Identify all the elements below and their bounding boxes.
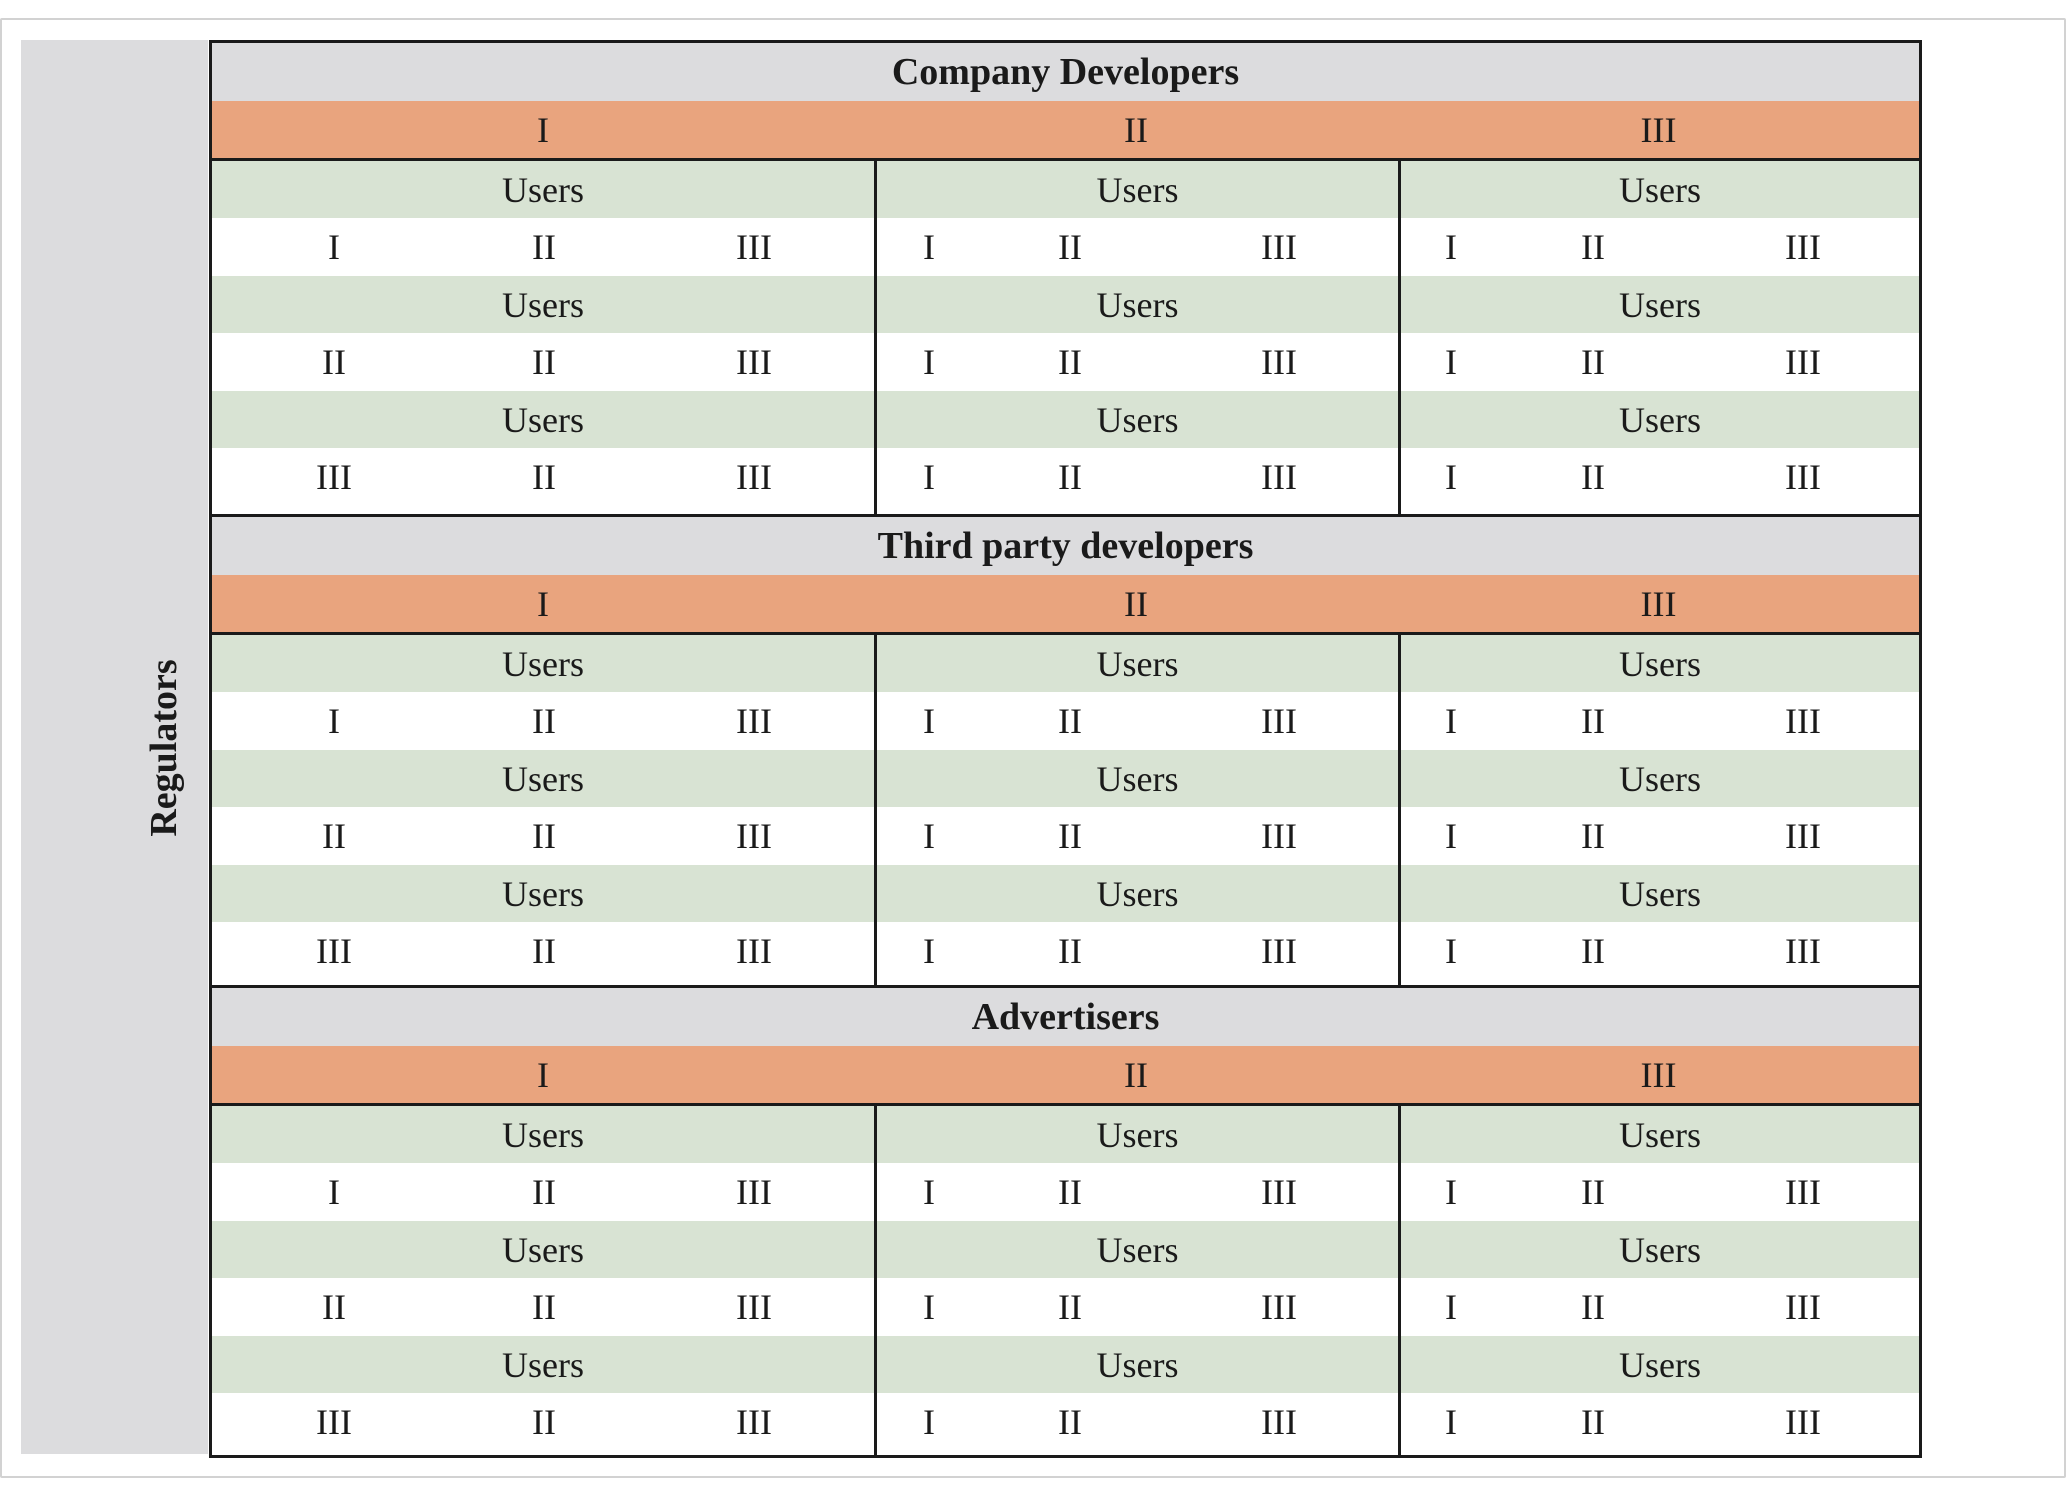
user-value: I	[1445, 931, 1457, 971]
users-values-row	[212, 1163, 874, 1221]
users-label-row: Users	[212, 161, 874, 218]
user-value: III	[1261, 1402, 1297, 1442]
user-value: III	[1785, 227, 1821, 267]
users-column	[874, 635, 1398, 985]
user-value: III	[736, 1172, 772, 1212]
users-label-row: Users	[877, 1221, 1398, 1278]
users-values-row	[212, 1278, 874, 1336]
users-values-row	[1401, 1163, 1919, 1221]
user-value: III	[316, 1402, 352, 1442]
section-title: Company Developers	[212, 43, 1919, 101]
users-column	[212, 1106, 874, 1456]
section-column-header: I	[537, 583, 549, 624]
users-label-row: Users	[212, 635, 874, 692]
user-value: II	[1058, 457, 1082, 497]
users-label-row: Users	[877, 865, 1398, 922]
users-values-row	[1401, 1278, 1919, 1336]
user-value: II	[1058, 1172, 1082, 1212]
user-value: I	[923, 1287, 935, 1327]
user-value: II	[1581, 1402, 1605, 1442]
section-column-header: II	[1124, 109, 1148, 150]
user-value: II	[1058, 342, 1082, 382]
users-column	[1398, 1106, 1919, 1456]
user-value: III	[1261, 816, 1297, 856]
user-value: I	[923, 816, 935, 856]
user-value: III	[1785, 816, 1821, 856]
user-value: II	[1058, 1402, 1082, 1442]
users-values-row	[1401, 218, 1919, 276]
users-values-row	[212, 218, 874, 276]
user-value: II	[1058, 816, 1082, 856]
user-value: II	[532, 342, 556, 382]
user-value: I	[1445, 1402, 1457, 1442]
users-values-row	[212, 807, 874, 865]
users-label-row: Users	[877, 161, 1398, 218]
users-values-row	[1401, 1393, 1919, 1451]
users-label-row: Users	[877, 276, 1398, 333]
user-value: II	[532, 457, 556, 497]
users-values-row	[877, 448, 1398, 506]
user-value: I	[1445, 1172, 1457, 1212]
user-value: II	[1581, 931, 1605, 971]
users-label-row: Users	[212, 1106, 874, 1163]
user-value: III	[736, 816, 772, 856]
user-value: I	[923, 227, 935, 267]
user-value: I	[923, 701, 935, 741]
user-value: III	[316, 457, 352, 497]
users-label-row: Users	[212, 276, 874, 333]
user-value: II	[1058, 227, 1082, 267]
section-header-row	[212, 101, 1919, 161]
user-value: III	[1785, 342, 1821, 382]
user-value: II	[1581, 1172, 1605, 1212]
user-value: II	[532, 227, 556, 267]
users-label-row: Users	[1401, 865, 1919, 922]
users-label-row: Users	[877, 635, 1398, 692]
regulators-label: Regulators	[143, 659, 185, 837]
user-value: III	[736, 1287, 772, 1327]
user-value: III	[736, 342, 772, 382]
user-value: II	[1058, 931, 1082, 971]
users-label-row: Users	[1401, 1221, 1919, 1278]
user-value: II	[1581, 1287, 1605, 1327]
user-value: II	[322, 816, 346, 856]
user-value: III	[736, 1402, 772, 1442]
users-column	[1398, 161, 1919, 514]
stakeholder-grid	[209, 40, 1922, 1458]
user-value: I	[1445, 342, 1457, 382]
user-value: III	[736, 227, 772, 267]
user-value: I	[328, 227, 340, 267]
section-2	[212, 985, 1919, 1456]
users-values-row	[877, 333, 1398, 391]
user-value: II	[322, 1287, 346, 1327]
user-value: III	[1785, 1402, 1821, 1442]
users-values-row	[1401, 448, 1919, 506]
user-value: III	[1785, 1172, 1821, 1212]
users-label-row: Users	[1401, 1336, 1919, 1393]
users-column	[874, 1106, 1398, 1456]
user-value: II	[1581, 816, 1605, 856]
section-header-row	[212, 1046, 1919, 1106]
users-values-row	[212, 922, 874, 980]
section-title: Advertisers	[212, 988, 1919, 1046]
users-label-row: Users	[877, 750, 1398, 807]
section-0	[212, 43, 1919, 514]
user-value: III	[316, 931, 352, 971]
section-column-header: III	[1640, 583, 1677, 624]
section-column-header: I	[537, 109, 549, 150]
users-values-row	[877, 1393, 1398, 1451]
users-values-row	[877, 922, 1398, 980]
user-value: I	[1445, 457, 1457, 497]
section-column-header: II	[1124, 583, 1148, 624]
section-column-header: I	[537, 1054, 549, 1095]
users-values-row	[1401, 922, 1919, 980]
users-label-row: Users	[877, 1336, 1398, 1393]
users-label-row: Users	[1401, 161, 1919, 218]
user-value: III	[736, 931, 772, 971]
user-value: III	[1261, 1172, 1297, 1212]
user-value: III	[1261, 342, 1297, 382]
user-value: I	[1445, 227, 1457, 267]
users-values-row	[877, 692, 1398, 750]
user-value: II	[1581, 701, 1605, 741]
user-value: I	[923, 342, 935, 382]
users-values-row	[212, 333, 874, 391]
user-value: III	[1261, 701, 1297, 741]
users-values-row	[877, 807, 1398, 865]
users-label-row: Users	[212, 391, 874, 448]
users-values-row	[877, 1278, 1398, 1336]
user-value: III	[1261, 227, 1297, 267]
users-values-row	[212, 692, 874, 750]
user-value: III	[1261, 457, 1297, 497]
user-value: III	[736, 457, 772, 497]
section-column-header: III	[1640, 1054, 1677, 1095]
section-title: Third party developers	[212, 517, 1919, 575]
user-value: II	[322, 342, 346, 382]
users-values-row	[1401, 692, 1919, 750]
users-label-row: Users	[1401, 391, 1919, 448]
users-label-row: Users	[1401, 276, 1919, 333]
user-value: III	[1261, 1287, 1297, 1327]
section-header-row	[212, 575, 1919, 635]
user-value: III	[736, 701, 772, 741]
users-label-row: Users	[1401, 1106, 1919, 1163]
users-values-row	[877, 1163, 1398, 1221]
users-label-row: Users	[877, 391, 1398, 448]
users-label-row: Users	[212, 1336, 874, 1393]
user-value: III	[1261, 931, 1297, 971]
users-label-row: Users	[212, 750, 874, 807]
users-values-row	[212, 1393, 874, 1451]
users-column	[212, 161, 874, 514]
user-value: II	[532, 931, 556, 971]
user-value: I	[328, 701, 340, 741]
user-value: I	[328, 1172, 340, 1212]
user-value: I	[923, 1402, 935, 1442]
user-value: III	[1785, 701, 1821, 741]
user-value: II	[1581, 342, 1605, 382]
users-column	[1398, 635, 1919, 985]
user-value: II	[532, 1172, 556, 1212]
user-value: I	[923, 457, 935, 497]
user-value: II	[532, 1287, 556, 1327]
user-value: II	[1058, 1287, 1082, 1327]
users-label-row: Users	[877, 1106, 1398, 1163]
users-values-row	[877, 218, 1398, 276]
user-value: II	[1581, 227, 1605, 267]
user-value: II	[532, 1402, 556, 1442]
section-1	[212, 514, 1919, 985]
users-column	[874, 161, 1398, 514]
user-value: I	[923, 1172, 935, 1212]
user-value: II	[532, 701, 556, 741]
user-value: III	[1785, 1287, 1821, 1327]
user-value: II	[1581, 457, 1605, 497]
section-column-header: III	[1640, 109, 1677, 150]
user-value: III	[1785, 931, 1821, 971]
user-value: II	[1058, 701, 1082, 741]
users-values-row	[1401, 807, 1919, 865]
users-values-row	[212, 448, 874, 506]
users-label-row: Users	[212, 1221, 874, 1278]
user-value: I	[1445, 701, 1457, 741]
users-label-row: Users	[1401, 750, 1919, 807]
user-value: III	[1785, 457, 1821, 497]
user-value: I	[923, 931, 935, 971]
users-label-row: Users	[212, 865, 874, 922]
user-value: I	[1445, 1287, 1457, 1327]
users-column	[212, 635, 874, 985]
section-column-header: II	[1124, 1054, 1148, 1095]
user-value: I	[1445, 816, 1457, 856]
users-label-row: Users	[1401, 635, 1919, 692]
users-values-row	[1401, 333, 1919, 391]
user-value: II	[532, 816, 556, 856]
